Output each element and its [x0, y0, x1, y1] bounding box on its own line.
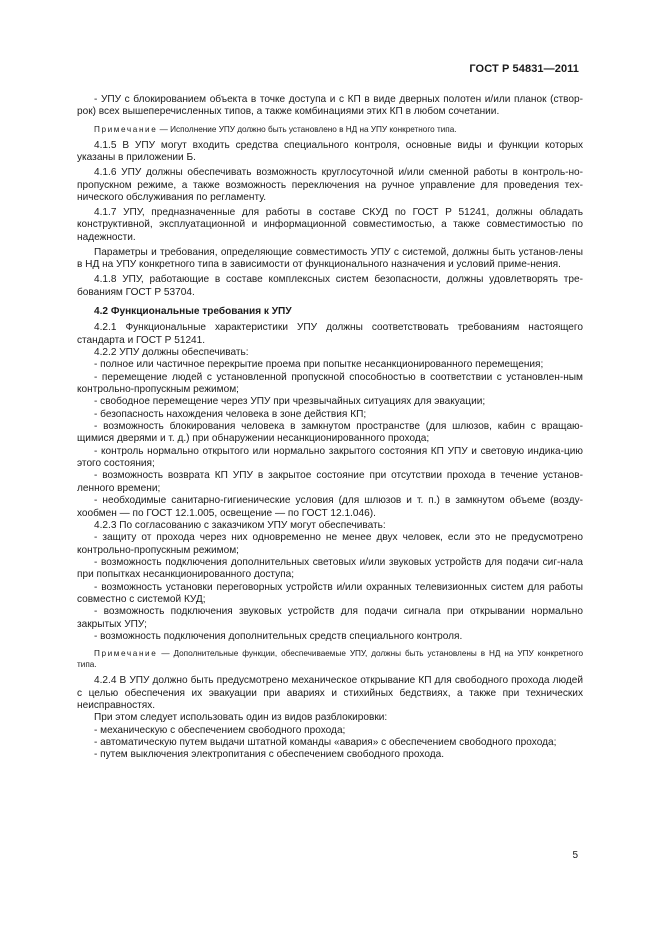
body-paragraph: 4.1.6 УПУ должны обеспечивать возможность круглосуточной и/или сменной работы в контроль-но-пропускном режиме, а также возможность переключения на ручное управление для проведения тех-нического обслуживания по регламенту. [77, 167, 583, 203]
body-paragraph: - перемещение людей с установленной пропускной способностью в соответствии с установлен-ным контрольно-пропускным режимом; [77, 371, 583, 396]
body-paragraph: - путем выключения электропитания с обеспечением свободного прохода. [94, 749, 445, 761]
body-paragraph: - возможность блокирования человека в замкнутом пространстве (для шлюзов, кабин с вращаю-щимися дверями и т. д.) при обнаружении несанкционированного прохода; [77, 421, 583, 445]
section-heading: 4.2 Функциональные требования к УПУ [94, 306, 292, 317]
body-paragraph: - возможность подключения дополнительных световых и/или звуковых устройств для подачи сиг-нала при попытках несанкционированного доступа; [77, 556, 583, 581]
body-paragraph: При этом следует использовать один из видов разблокировки: [94, 712, 388, 724]
body-paragraph: 4.2.1 Функциональные характеристики УПУ должны соответствовать требованиям настоящего стандарта и ГОСТ Р 51241. [77, 322, 583, 346]
standard-code-header: ГОСТ Р 54831—2011 [469, 63, 579, 75]
body-paragraph: - необходимые санитарно-гигиенические условия (для шлюзов и т. п.) в замкнутом объеме (возду-хообмен — по ГОСТ 12.1.005, освещение — по ГОСТ 12.1.046). [77, 495, 583, 519]
body-paragraph: 4.1.5 В УПУ могут входить средства специального контроля, основные виды и функции которых указаны в приложении Б. [77, 139, 583, 164]
body-paragraph: - автоматическую путем выдачи штатной команды «авария» с обеспечением свободного прохода; [94, 737, 557, 748]
note-paragraph [77, 124, 583, 135]
body-paragraph: - полное или частичное перекрытие проема при попытке несанкционированного перемещения; [94, 359, 544, 371]
document-body [77, 94, 583, 762]
note-text: — Дополнительные функции, обеспечиваемые УПУ, должны быть установлены в НД на УПУ конкретного типа. [77, 649, 583, 670]
body-paragraph: - возможность подключения звуковых устройств для подачи сигнала при открывании нормально закрытых УПУ; [77, 606, 583, 630]
note-label: Примечание [94, 649, 158, 659]
body-paragraph: - возможность подключения дополнительных средств специального контроля. [94, 630, 463, 642]
body-paragraph: - возможность возврата КП УПУ в закрытое состояние при отсутствии прохода в течение установ-ленного времени; [77, 470, 583, 494]
body-paragraph: - механическую с обеспечением свободного прохода; [94, 724, 346, 736]
note-text: — Исполнение УПУ должно быть установлено в НД на УПУ конкретного типа. [157, 124, 457, 134]
note-paragraph [77, 648, 583, 670]
body-paragraph: 4.2.4 В УПУ должно быть предусмотрено механическое открывание КП для свободного прохода людей с целью обеспечения их эвакуации при авариях и стихийных бедствиях, а также при технических неисправностях. [77, 675, 583, 711]
body-paragraph: 4.1.7 УПУ, предназначенные для работы в составе СКУД по ГОСТ Р 51241, должны обладать конструктивной, эксплуатационной и информационной совместимостью, а также совместимостью по надежности. [77, 207, 583, 243]
body-paragraph: 4.2.2 УПУ должны обеспечивать: [94, 347, 249, 359]
body-paragraph: - свободное перемещение через УПУ при чрезвычайных ситуациях для эвакуации; [94, 396, 486, 408]
body-paragraph: - контроль нормально открытого или нормально закрытого состояния КП УПУ и световую индика-цию этого состояния; [77, 445, 583, 470]
body-paragraph: - защиту от прохода через них одновременно не менее двух человек, если это не предусмотрено контрольно-пропускным режимом; [77, 532, 583, 556]
body-paragraph: 4.2.3 По согласованию с заказчиком УПУ могут обеспечивать: [94, 519, 386, 531]
body-paragraph: Параметры и требования, определяющие совместимость УПУ с системой, должны быть установ-лены в НД на УПУ конкретного типа в зависимости от функционального назначения и условий приме-нения. [77, 246, 583, 271]
body-paragraph: - безопасность нахождения человека в зоне действия КП; [94, 408, 367, 420]
note-label: Примечание [94, 124, 158, 134]
body-paragraph: - возможность установки переговорных устройств и/или охранных телевизионных систем для работы совместно с системой КУД; [77, 581, 583, 605]
body-paragraph: - УПУ с блокированием объекта в точке доступа и с КП в виде дверных полотен и/или планок (створ-рок) всех вышеперечисленных типов, а также комбинациями этих КП в любом сочетании. [77, 94, 583, 118]
page-number: 5 [572, 850, 578, 861]
body-paragraph: 4.1.8 УПУ, работающие в составе комплексных систем безопасности, должны удовлетворять тре-бованиям ГОСТ Р 53704. [77, 274, 583, 298]
